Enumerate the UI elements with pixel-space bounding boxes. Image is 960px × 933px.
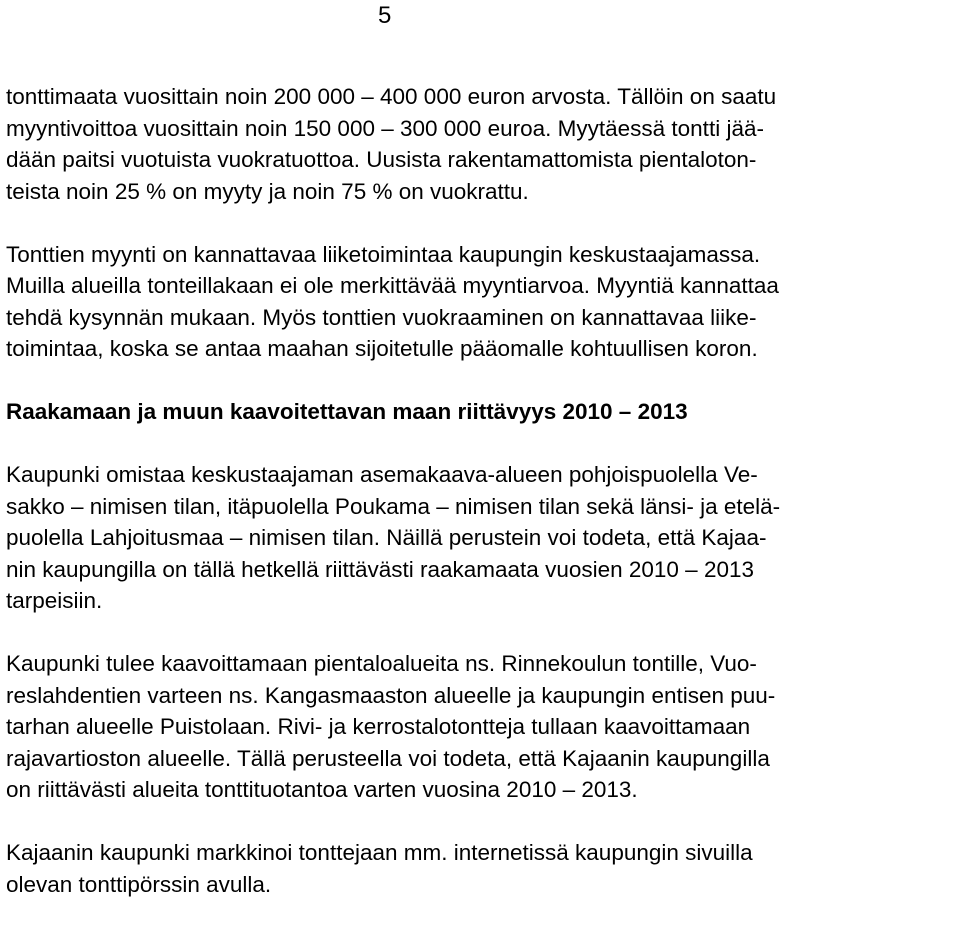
paragraph-plot-sales bbox=[6, 81, 954, 207]
text-line: tonttimaata vuosittain noin 200 000 – 400 000 euron arvosta. Tällöin on saatu bbox=[6, 84, 777, 109]
text-line: Kaupunki tulee kaavoittamaan pientaloalueita ns. Rinnekoulun tontille, Vuo- bbox=[6, 651, 757, 676]
text-line: Tonttien myynti on kannattavaa liiketoimintaa kaupungin keskustaajamassa. bbox=[6, 241, 761, 267]
text-line: nin kaupungilla on tällä hetkellä riittävästi raakamaata vuosien 2010 – 2013 bbox=[6, 556, 754, 582]
text-line: dään paitsi vuotuista vuokratuottoa. Uusista rakentamattomista pientaloton- bbox=[6, 147, 757, 172]
text-line: sakko – nimisen tilan, itäpuolella Poukama – nimisen tilan sekä länsi- ja etelä- bbox=[6, 493, 781, 519]
text-line: toimintaa, koska se antaa maahan sijoitetulle pääomalle kohtuullisen koron. bbox=[6, 336, 758, 361]
text-line: rajavartioston alueelle. Tällä perusteella voi todeta, että Kajaanin kaupungilla bbox=[6, 745, 770, 771]
text-line: tarhan alueelle Puistolaan. Rivi- ja kerrostalotontteja tullaan kaavoittamaan bbox=[6, 714, 751, 739]
section-heading: Raakamaan ja muun kaavoitettavan maan riittävyys 2010 – 2013 bbox=[6, 399, 688, 424]
text-line: on riittävästi alueita tonttituotantoa varten vuosina 2010 – 2013. bbox=[6, 777, 638, 802]
text-line: Kaupunki omistaa keskustaajaman asemakaava-alueen pohjoispuolella Ve- bbox=[6, 462, 758, 487]
text-line: Muilla alueilla tonteillakaan ei ole merkittävää myyntiarvoa. Myyntiä kannattaa bbox=[6, 273, 779, 298]
text-line: myyntivoittoa vuosittain noin 150 000 – 300 000 euroa. Myytäessä tontti jää- bbox=[6, 115, 764, 141]
text-line: tarpeisiin. bbox=[6, 588, 103, 613]
text-line: tehdä kysynnän mukaan. Myös tonttien vuokraaminen on kannattavaa liike- bbox=[6, 304, 757, 330]
paragraph-marketing bbox=[6, 837, 954, 900]
paragraph-profitability bbox=[6, 239, 954, 365]
paragraph-zoning bbox=[6, 648, 954, 806]
paragraph-raw-land bbox=[6, 459, 954, 617]
page-number: 5 bbox=[378, 2, 392, 29]
document-body bbox=[6, 81, 954, 932]
text-line: reslahdentien varteen ns. Kangasmaaston alueelle ja kaupungin entisen puu- bbox=[6, 682, 776, 708]
text-line: Kajaanin kaupunki markkinoi tonttejaan mm. internetissä kaupungin sivuilla bbox=[6, 840, 753, 865]
text-line: puolella Lahjoitusmaa – nimisen tilan. Näillä perustein voi todeta, että Kajaa- bbox=[6, 525, 767, 550]
text-line: teista noin 25 % on myyty ja noin 75 % on vuokrattu. bbox=[6, 178, 529, 204]
text-line: olevan tonttipörssin avulla. bbox=[6, 871, 272, 897]
